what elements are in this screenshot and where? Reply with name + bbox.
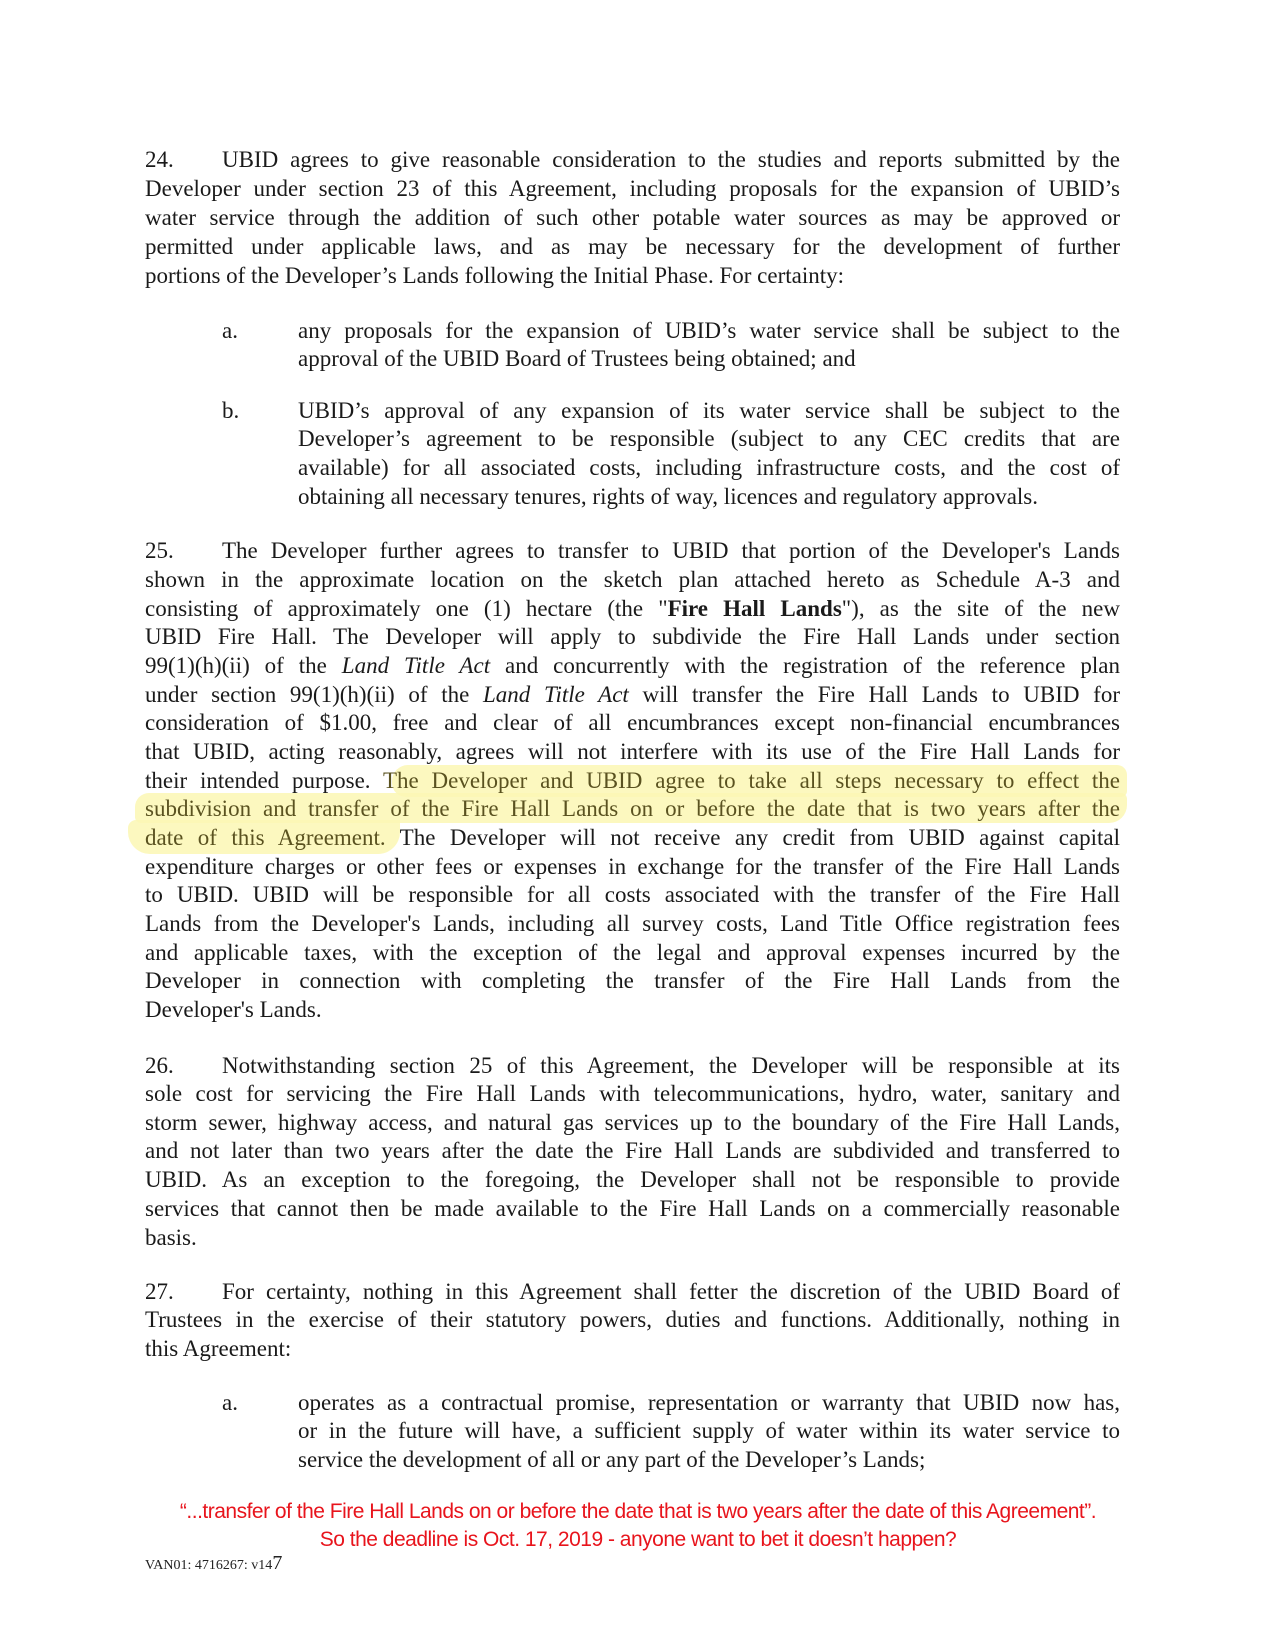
list-item-line: any proposals for the expansion of UBID’s water service shall be subject to the (298, 318, 1120, 343)
paragraph-line: permitted under applicable laws, and as may be necessary for the development of further (145, 234, 1120, 259)
paragraph-line (145, 824, 1120, 852)
annotation-quote: “...transfer of the Fire Hall Lands on or before the date that is two years after the date of this Agreement”. (179, 1500, 1097, 1523)
paragraph-line: Developer's Lands. (145, 997, 322, 1022)
page-number: 7 (272, 1552, 283, 1574)
section-number: 27. (145, 1279, 174, 1304)
paragraph-line: The Developer further agrees to transfer to UBID that portion of the Developer's Lands (222, 538, 1120, 563)
list-item-line: or in the future will have, a sufficient supply of water within its water service to (298, 1418, 1120, 1443)
paragraph-line: consideration of $1.00, free and clear of all encumbrances except non-financial encumbrances (145, 710, 1120, 735)
text-run: The Developer will not receive any credit from UBID against capital (385, 825, 1120, 850)
paragraph-line: and applicable taxes, with the exception of the legal and approval expenses incurred by the (145, 940, 1120, 965)
list-item-line: service the development of all or any part of the Developer’s Lands; (298, 1447, 926, 1472)
list-label: a. (222, 318, 238, 343)
paragraph-line: shown in the approximate location on the sketch plan attached hereto as Schedule A-3 and (145, 567, 1120, 592)
paragraph-line (145, 652, 1120, 680)
act-title: Land Title Act (483, 682, 629, 707)
paragraph-line: UBID agrees to give reasonable consideration to the studies and reports submitted by the (222, 147, 1120, 172)
list-item-line: available) for all associated costs, including infrastructure costs, and the cost of (298, 455, 1120, 480)
paragraph-line: basis. (145, 1225, 197, 1250)
defined-term: Fire Hall Lands (667, 596, 842, 621)
paragraph-line: this Agreement: (145, 1336, 292, 1361)
paragraph-line: Developer in connection with completing the transfer of the Fire Hall Lands from the (145, 968, 1120, 993)
paragraph-line (145, 681, 1120, 709)
section-number: 24. (145, 147, 174, 172)
list-item-line: obtaining all necessary tenures, rights of way, licences and regulatory approvals. (298, 484, 1039, 509)
section-number: 25. (145, 538, 174, 563)
highlighted-text: The Developer and UBID agree to take all steps necessary to effect the (382, 768, 1120, 793)
paragraph-line: to UBID. UBID will be responsible for all costs associated with the transfer of the Fire Hall (145, 882, 1120, 907)
text-run: "), as the site of the new (841, 596, 1120, 621)
paragraph-line: expenditure charges or other fees or expenses in exchange for the transfer of the Fire Hall Lands (145, 854, 1120, 879)
paragraph-line: Developer under section 23 of this Agreement, including proposals for the expansion of UBID’s (145, 176, 1120, 201)
paragraph-line: storm sewer, highway access, and natural gas services up to the boundary of the Fire Hall Lands, (145, 1110, 1120, 1135)
paragraph-line: UBID Fire Hall. The Developer will apply to subdivide the Fire Hall Lands under section (145, 624, 1120, 649)
paragraph-line (145, 767, 1120, 795)
paragraph-line: UBID. As an exception to the foregoing, the Developer shall not be responsible to provide (145, 1167, 1120, 1192)
paragraph-line: sole cost for servicing the Fire Hall Lands with telecommunications, hydro, water, sanitary and (145, 1081, 1120, 1106)
text-run: under section 99(1)(h)(ii) of the (145, 682, 483, 707)
paragraph-line: services that cannot then be made available to the Fire Hall Lands on a commercially reasonable (145, 1196, 1120, 1221)
highlighted-text: date of this Agreement. (145, 825, 386, 850)
paragraph-line: For certainty, nothing in this Agreement shall fetter the discretion of the UBID Board of (222, 1279, 1120, 1304)
act-title: Land Title Act (341, 653, 491, 678)
list-item-line: UBID’s approval of any expansion of its water service shall be subject to the (298, 398, 1120, 423)
list-item-line: operates as a contractual promise, representation or warranty that UBID now has, (298, 1390, 1120, 1415)
text-run: their intended purpose. (145, 768, 383, 793)
paragraph-line: portions of the Developer’s Lands following the Initial Phase. For certainty: (145, 263, 845, 288)
paragraph-line: water service through the addition of such other potable water sources as may be approved or (145, 205, 1120, 230)
annotation-comment: So the deadline is Oct. 17, 2019 - anyone want to bet it doesn’t happen? (319, 1528, 957, 1551)
list-item-line: Developer’s agreement to be responsible (subject to any CEC credits that are (298, 426, 1120, 451)
text-run: and concurrently with the registration of the reference plan (490, 653, 1120, 678)
paragraph-line (145, 595, 1120, 623)
paragraph-line: Trustees in the exercise of their statutory powers, duties and functions. Additionally, nothing in (145, 1307, 1120, 1332)
paragraph-line: Notwithstanding section 25 of this Agreement, the Developer will be responsible at its (222, 1053, 1120, 1078)
text-run: 99(1)(h)(ii) of the (145, 653, 342, 678)
list-item-line: approval of the UBID Board of Trustees being obtained; and (298, 346, 856, 371)
document-footer (145, 1552, 282, 1575)
list-label: b. (222, 398, 240, 423)
text-run: consisting of approximately one (1) hectare (the " (145, 596, 668, 621)
highlighted-text: subdivision and transfer of the Fire Hall Lands on or before the date that is two years after the (145, 796, 1120, 821)
text-run: will transfer the Fire Hall Lands to UBID for (628, 682, 1120, 707)
paragraph-line: Lands from the Developer's Lands, including all survey costs, Land Title Office registration fees (145, 911, 1120, 936)
paragraph-line: that UBID, acting reasonably, agrees will not interfere with its use of the Fire Hall Lands for (145, 739, 1120, 764)
list-label: a. (222, 1390, 238, 1415)
document-id: VAN01: 4716267: v14 (145, 1558, 273, 1573)
section-number: 26. (145, 1053, 174, 1078)
paragraph-line: and not later than two years after the date the Fire Hall Lands are subdivided and transferred to (145, 1138, 1120, 1163)
